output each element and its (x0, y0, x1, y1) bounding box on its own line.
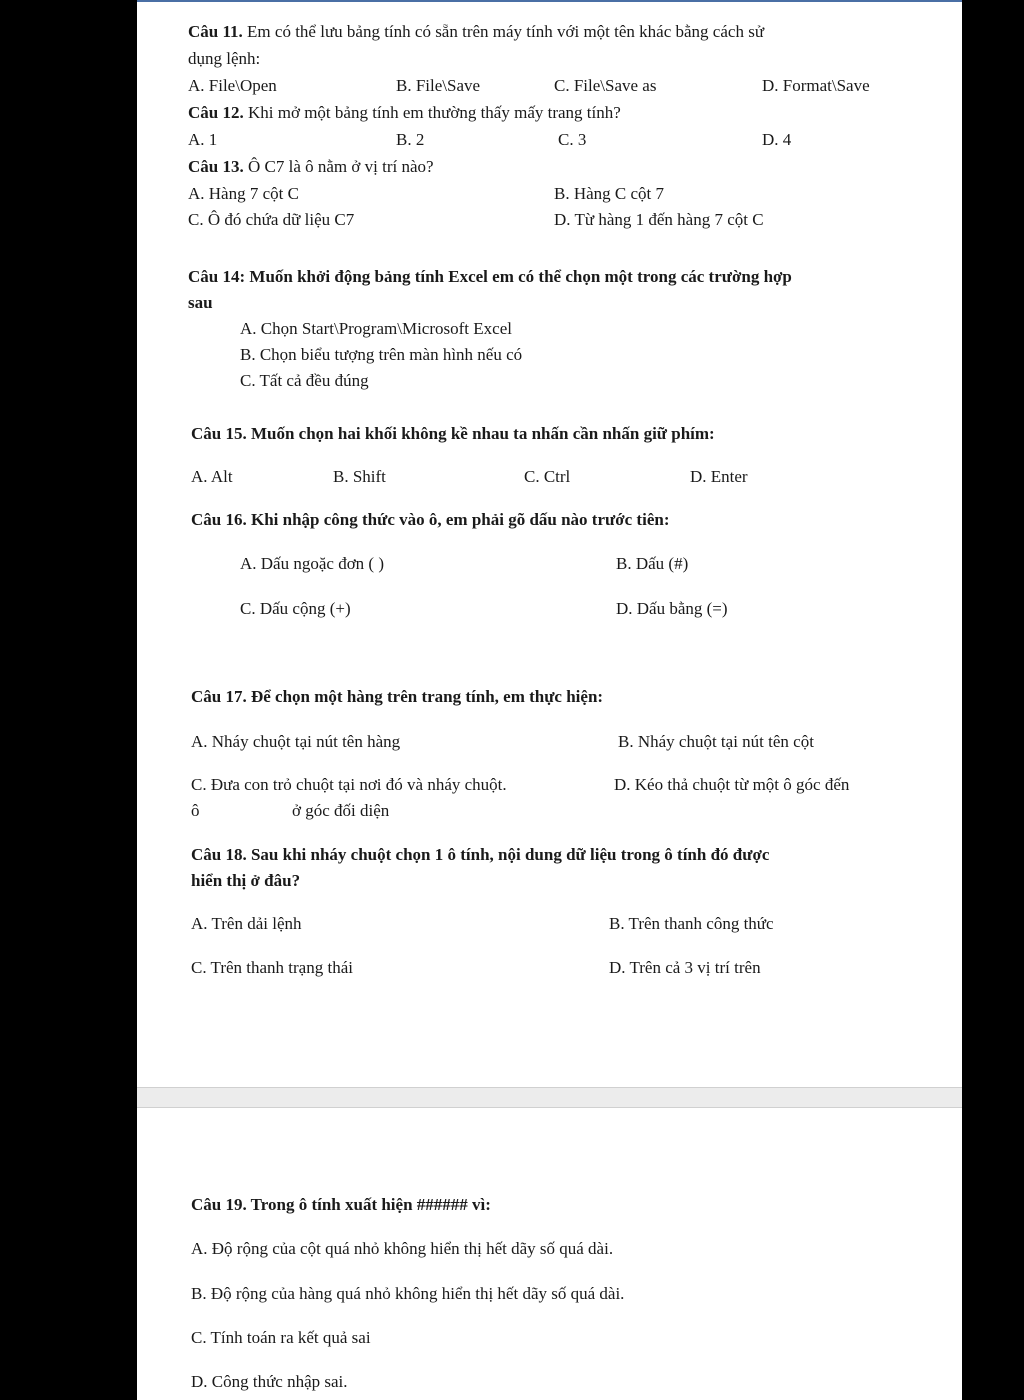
q18-option-c: C. Trên thanh trạng thái (191, 958, 353, 977)
question-18-line-1: Câu 18. Sau khi nháy chuột chọn 1 ô tính, nội dung dữ liệu trong ô tính đó được (191, 845, 770, 864)
question-11-number: Câu 11. (188, 22, 243, 41)
q17-option-c-continued: ô (191, 801, 200, 820)
q19-option-c: C. Tính toán ra kết quả sai (191, 1328, 371, 1347)
question-13 (188, 157, 434, 177)
q18-option-d: D. Trên cả 3 vị trí trên (609, 958, 761, 977)
q13-option-c: C. Ô đó chứa dữ liệu C7 (188, 210, 355, 229)
q14-option-a: A. Chọn Start\Program\Microsoft Excel (240, 319, 512, 338)
question-11-text: Em có thể lưu bảng tính có sẵn trên máy tính với một tên khác bằng cách sử (247, 22, 765, 41)
q11-option-d: D. Format\Save (762, 76, 870, 95)
q13-option-b: B. Hàng C cột 7 (554, 184, 665, 203)
page-separator (137, 1087, 962, 1108)
q11-option-a: A. File\Open (188, 76, 277, 95)
q19-option-b: B. Độ rộng của hàng quá nhỏ không hiển thị hết dãy số quá dài. (191, 1284, 625, 1303)
q19-option-a: A. Độ rộng của cột quá nhỏ không hiển thị hết dãy số quá dài. (191, 1239, 614, 1258)
q19-option-d: D. Công thức nhập sai. (191, 1372, 348, 1391)
question-12-number: Câu 12. (188, 103, 244, 122)
q15-option-b: B. Shift (333, 467, 386, 486)
q13-option-a: A. Hàng 7 cột C (188, 184, 299, 203)
question-16: Câu 16. Khi nhập công thức vào ô, em phải gõ dấu nào trước tiên: (191, 510, 670, 529)
q13-option-d: D. Từ hàng 1 đến hàng 7 cột C (554, 210, 764, 229)
question-17: Câu 17. Để chọn một hàng trên trang tính, em thực hiện: (191, 687, 604, 706)
q11-option-b: B. File\Save (396, 76, 481, 95)
question-13-number: Câu 13. (188, 157, 244, 176)
q15-option-d: D. Enter (690, 467, 748, 486)
q12-option-b: B. 2 (396, 130, 425, 149)
q17-option-d: D. Kéo thả chuột từ một ô góc đến (614, 775, 850, 794)
q12-option-c: C. 3 (558, 130, 587, 149)
q17-option-d-continued: ở góc đối diện (292, 801, 390, 820)
q12-option-d: D. 4 (762, 130, 792, 149)
q17-option-a: A. Nháy chuột tại nút tên hàng (191, 732, 401, 751)
question-19: Câu 19. Trong ô tính xuất hiện ###### vì: (191, 1195, 491, 1214)
q15-option-a: A. Alt (191, 467, 233, 486)
q16-option-b: B. Dấu (#) (616, 554, 689, 573)
question-12 (188, 103, 621, 123)
q17-option-c: C. Đưa con trỏ chuột tại nơi đó và nháy chuột. (191, 775, 507, 794)
question-13-text: Ô C7 là ô nằm ở vị trí nào? (247, 157, 434, 176)
question-11-line-1 (188, 22, 764, 42)
question-12-text: Khi mở một bảng tính em thường thấy mấy trang tính? (247, 103, 621, 122)
q16-option-d: D. Dấu bằng (=) (616, 599, 728, 618)
q16-option-c: C. Dấu cộng (+) (240, 599, 351, 618)
question-14-line-1: Câu 14: Muốn khởi động bảng tính Excel em có thể chọn một trong các trường hợp (188, 267, 792, 286)
q18-option-b: B. Trên thanh công thức (609, 914, 774, 933)
question-11-line-2: dụng lệnh: (188, 49, 261, 68)
question-18-line-2: hiển thị ở đâu? (191, 871, 301, 890)
q11-option-c: C. File\Save as (554, 76, 657, 95)
question-15: Câu 15. Muốn chọn hai khối không kề nhau ta nhấn cần nhấn giữ phím: (191, 424, 715, 443)
q14-option-c: C. Tất cả đều đúng (240, 371, 369, 390)
q17-option-b: B. Nháy chuột tại nút tên cột (618, 732, 814, 751)
question-14-line-2: sau (188, 293, 213, 312)
q12-option-a: A. 1 (188, 130, 218, 149)
q14-option-b: B. Chọn biểu tượng trên màn hình nếu có (240, 345, 523, 364)
q15-option-c: C. Ctrl (524, 467, 571, 486)
q16-option-a: A. Dấu ngoặc đơn ( ) (240, 554, 385, 573)
q18-option-a: A. Trên dải lệnh (191, 914, 302, 933)
